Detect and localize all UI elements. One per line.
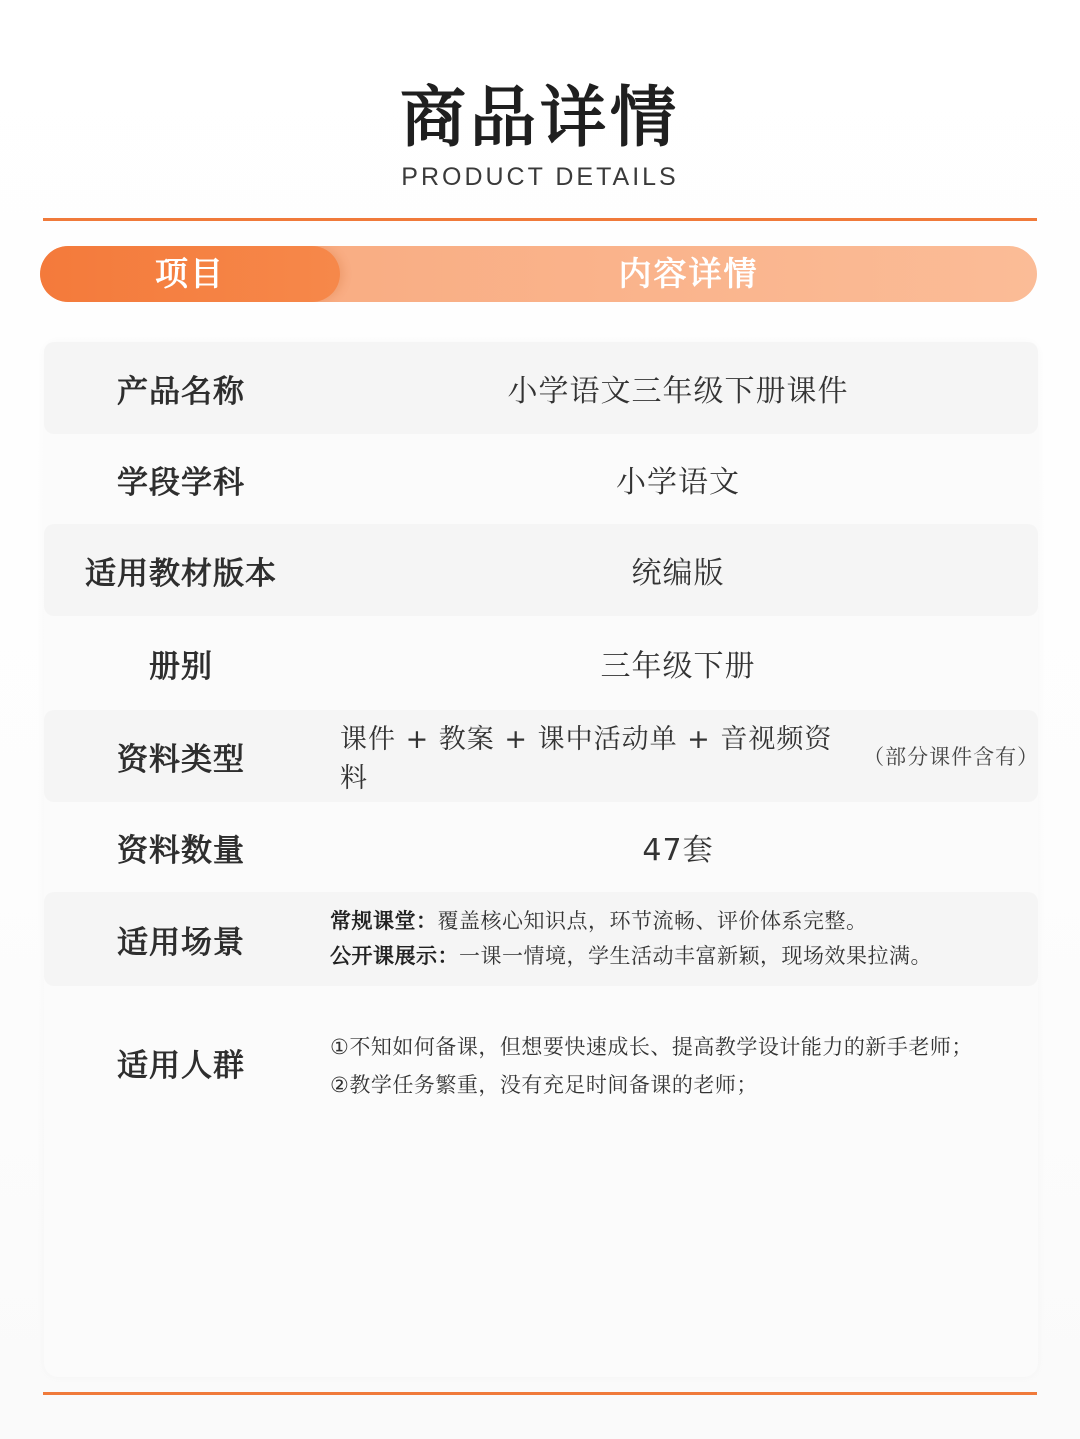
row-label: 学段学科 (117, 464, 245, 501)
table-row-material-count (44, 802, 1038, 892)
audience-line: ①不知如何备课，但想要快速成长、提高教学设计能力的新手老师； (330, 1035, 973, 1059)
table-header-item-label: 项目 (155, 254, 225, 293)
scenario-line-text: 覆盖核心知识点，环节流畅、评价体系完整。 (437, 909, 868, 933)
bottom-divider (43, 1392, 1037, 1395)
scenario-line (330, 939, 1030, 974)
scenario-line (330, 904, 1030, 939)
scenario-lines (330, 904, 1030, 974)
table-row-textbook-edition (44, 524, 1038, 616)
table-row-use-scenario (44, 892, 1038, 986)
material-type-text: 课件 + 教案 + 课中活动单 + 音视频资料 (340, 724, 833, 794)
row-value (318, 710, 1038, 802)
audience-lines (330, 1028, 1030, 1104)
table-row-volume (44, 616, 1038, 710)
table-header-bar (40, 246, 1037, 302)
row-value: 统编版 (631, 556, 725, 591)
row-value: 小学语文 (616, 465, 740, 500)
material-type-note: （部分课件含有） (863, 745, 1040, 769)
scenario-line-heading: 常规课堂： (330, 909, 438, 933)
audience-line: ②教学任务繁重，没有充足时间备课的老师； (330, 1073, 758, 1097)
row-value: 47套 (642, 833, 714, 868)
scenario-line-text: 一课一情境，学生活动丰富新颖，现场效果拉满。 (459, 944, 932, 968)
row-label: 资料类型 (117, 741, 245, 778)
top-divider (43, 218, 1037, 221)
table-row-material-type (44, 710, 1038, 802)
row-label: 适用人群 (117, 1047, 245, 1084)
row-value: 三年级下册 (600, 649, 756, 684)
page-subtitle: PRODUCT DETAILS (401, 163, 679, 191)
table-row-audience (44, 986, 1038, 1138)
scenario-line-heading: 公开课展示： (330, 944, 459, 968)
row-label: 册别 (149, 648, 213, 685)
page-title: 商品详情 (400, 79, 680, 156)
details-table (44, 342, 1038, 1377)
row-label: 产品名称 (117, 373, 245, 410)
table-header-detail-label: 内容详情 (618, 254, 759, 293)
table-row-product-name (44, 342, 1038, 434)
row-value: 小学语文三年级下册课件 (507, 374, 849, 409)
row-label: 资料数量 (117, 832, 245, 869)
table-row-subject (44, 434, 1038, 524)
row-label: 适用场景 (117, 924, 245, 961)
row-label: 适用教材版本 (85, 555, 277, 592)
